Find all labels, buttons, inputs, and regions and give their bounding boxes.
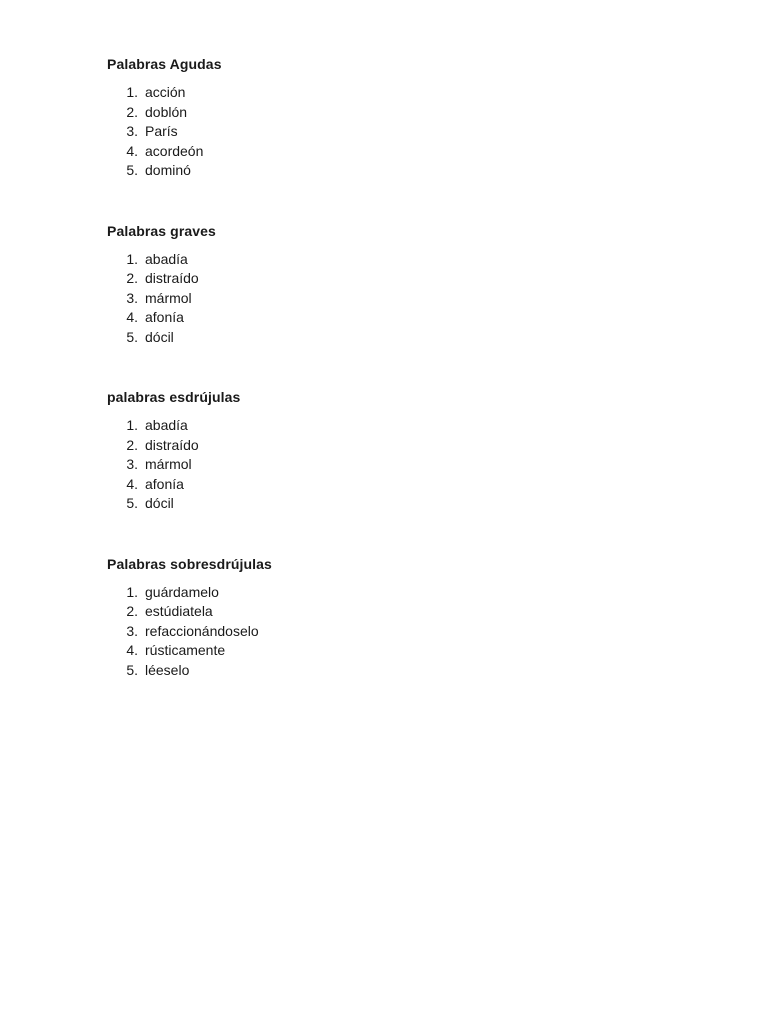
- item-text: refaccionándoselo: [145, 622, 259, 639]
- item-text: París: [145, 123, 178, 139]
- item-number: 4.: [126, 309, 138, 325]
- word-list: [107, 416, 707, 514]
- item-text: abadía: [145, 417, 188, 433]
- section-graves: [107, 221, 707, 348]
- item-text: rústicamente: [145, 642, 226, 658]
- word-list: [107, 250, 707, 348]
- document-page: [107, 54, 707, 720]
- item-number: 4.: [126, 642, 138, 658]
- item-number: 5.: [126, 162, 138, 178]
- list-item: [107, 161, 707, 181]
- list-item: [107, 250, 707, 270]
- item-number: 5.: [126, 495, 138, 511]
- item-number: 3.: [126, 622, 138, 639]
- item-number: 2.: [126, 103, 138, 120]
- word-list: [107, 583, 707, 681]
- list-item: [107, 602, 707, 622]
- list-item: [107, 83, 707, 103]
- item-text: doblón: [145, 103, 188, 120]
- item-text: distraído: [145, 436, 199, 453]
- list-item: [107, 641, 707, 661]
- list-item: [107, 583, 707, 603]
- item-text: abadía: [145, 250, 188, 267]
- item-number: 2.: [126, 603, 138, 619]
- section-sobresdrujulas: [107, 554, 707, 681]
- item-text: distraído: [145, 270, 199, 286]
- section-esdrujulas: [107, 387, 707, 514]
- list-item: [107, 328, 707, 348]
- item-text: dócil: [145, 328, 174, 345]
- item-text: afonía: [145, 309, 184, 325]
- list-item: [107, 475, 707, 495]
- list-item: [107, 622, 707, 642]
- item-text: mármol: [145, 289, 192, 306]
- item-number: 2.: [126, 436, 138, 453]
- list-item: [107, 494, 707, 514]
- item-text: dominó: [145, 162, 191, 178]
- list-item: [107, 289, 707, 309]
- list-item: [107, 308, 707, 328]
- item-number: 1.: [126, 250, 138, 267]
- section-title: palabras esdrújulas: [107, 389, 241, 405]
- list-item: [107, 142, 707, 162]
- item-number: 1.: [126, 583, 138, 600]
- section-title: Palabras sobresdrújulas: [107, 555, 272, 572]
- item-number: 1.: [126, 84, 138, 100]
- section-title: Palabras Agudas: [107, 56, 222, 72]
- item-number: 2.: [126, 270, 138, 286]
- item-text: mármol: [145, 456, 192, 472]
- item-number: 1.: [126, 417, 138, 433]
- item-text: estúdiatela: [145, 603, 213, 619]
- item-text: guárdamelo: [145, 583, 219, 600]
- section-agudas: [107, 54, 707, 181]
- item-number: 4.: [126, 475, 138, 492]
- item-text: afonía: [145, 475, 184, 492]
- item-number: 5.: [126, 661, 138, 678]
- item-number: 4.: [126, 142, 138, 159]
- list-item: [107, 122, 707, 142]
- item-number: 3.: [126, 289, 138, 306]
- list-item: [107, 661, 707, 681]
- item-number: 3.: [126, 456, 138, 472]
- word-list: [107, 83, 707, 181]
- item-text: dócil: [145, 495, 174, 511]
- item-text: acción: [145, 84, 186, 100]
- list-item: [107, 436, 707, 456]
- item-text: léeselo: [145, 661, 190, 678]
- item-text: acordeón: [145, 142, 204, 159]
- list-item: [107, 269, 707, 289]
- list-item: [107, 103, 707, 123]
- item-number: 5.: [126, 328, 138, 345]
- list-item: [107, 455, 707, 475]
- section-title: Palabras graves: [107, 222, 216, 239]
- item-number: 3.: [126, 123, 138, 139]
- list-item: [107, 416, 707, 436]
